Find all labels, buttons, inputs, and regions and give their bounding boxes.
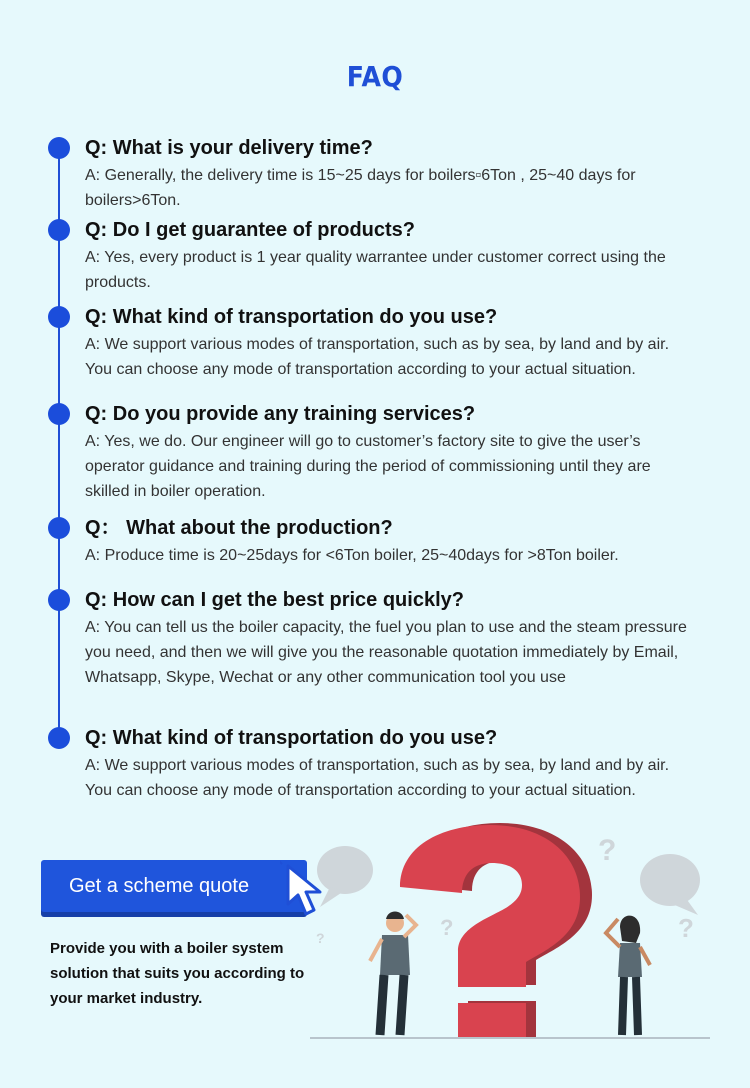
faq-answer: A: We support various modes of transportation, such as by sea, by land and by air. You can choose any mode of transportation according to your actual situation. xyxy=(85,336,670,378)
faq-question: Q: How can I get the best price quickly? xyxy=(85,589,464,611)
faq-answer: A: Yes, we do. Our engineer will go to customer’s factory site to give the user’s operator guidance and training during the period of commissioning until they are skilled in boiler operation. xyxy=(85,433,651,500)
get-scheme-quote-button[interactable]: Get a scheme quote xyxy=(41,860,307,912)
faq-answer: A: Generally, the delivery time is 15~25 days for boilers▫6Ton , 25~40 days for boilers>6Ton. xyxy=(85,167,636,209)
faq-question: Q: What is your delivery time? xyxy=(85,137,373,159)
faq-question: Q: What kind of transportation do you use? xyxy=(85,306,498,328)
svg-text:?: ? xyxy=(440,915,454,940)
timeline-dot-icon xyxy=(48,517,70,539)
faq-question: Q： What about the production? xyxy=(85,517,393,539)
timeline-dot-icon xyxy=(48,727,70,749)
faq-question: Q: Do I get guarantee of products? xyxy=(85,219,416,241)
faq-question: Q: What kind of transportation do you use? xyxy=(85,727,498,749)
timeline-dot-icon xyxy=(48,589,70,611)
svg-text:?: ? xyxy=(316,930,325,946)
timeline-dot-icon xyxy=(48,137,70,159)
page-title: FAQ xyxy=(346,60,404,93)
faq-question: Q: Do you provide any training services? xyxy=(85,403,476,425)
solution-description: Provide you with a boiler system solution that suits you according to your market industry. xyxy=(50,940,305,1007)
timeline-dot-icon xyxy=(48,306,70,328)
question-mark-illustration xyxy=(300,815,720,1045)
faq-answer: A: We support various modes of transportation, such as by sea, by land and by air. You can choose any mode of transportation according to your actual situation. xyxy=(85,757,670,799)
faq-answer: A: You can tell us the boiler capacity, the fuel you plan to use and the steam pressure you need, and then we will give you the reasonable quotation immediately by Email, Whatsapp, Skype, Wechat or any other communication tool you use xyxy=(85,619,687,686)
timeline-dot-icon xyxy=(48,219,70,241)
faq-answer: A: Produce time is 20~25days for <6Ton boiler, 25~40days for >8Ton boiler. xyxy=(85,547,619,564)
timeline-dot-icon xyxy=(48,403,70,425)
svg-text:?: ? xyxy=(598,834,617,867)
svg-text:?: ? xyxy=(678,913,694,943)
faq-answer: A: Yes, every product is 1 year quality warrantee under customer correct using the products. xyxy=(85,249,666,291)
